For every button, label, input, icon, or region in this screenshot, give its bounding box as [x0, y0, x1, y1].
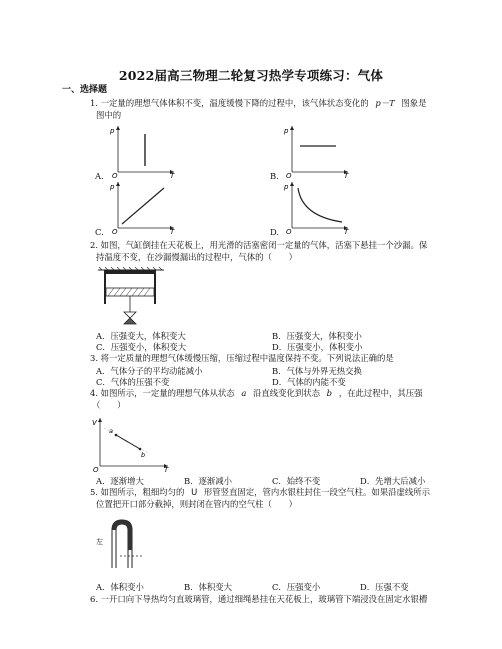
q4-t-label: T: [164, 466, 169, 472]
q2-line2: 持温度不变，在沙漏慢漏出的过程中，气体的（ ）: [96, 252, 297, 262]
q4-a-point-label: a: [109, 427, 113, 435]
q4-line2: （ ）: [92, 400, 126, 410]
q2-option-c[interactable]: C．压强变小，体积变大: [96, 342, 187, 352]
q4-state-a: a: [241, 388, 247, 398]
q5-option-b[interactable]: B．体积变大: [184, 582, 233, 592]
q4-vt-graph: [92, 414, 172, 472]
q4-state-b: b: [326, 388, 333, 398]
q1-line1b: 图象是: [401, 98, 427, 108]
q2-option-b[interactable]: B．压强变大，体积变小: [272, 331, 362, 341]
q2-option-a[interactable]: A．压强变大，体积变大: [96, 331, 186, 341]
q5-left-label: 左: [96, 538, 103, 546]
q1a-p-label: p: [110, 127, 115, 135]
q1-graph-b: [282, 122, 352, 178]
q1-option-a[interactable]: A.: [95, 171, 104, 181]
q3-option-c[interactable]: C．气体的压强不变: [96, 377, 170, 387]
q1d-t-label: T: [344, 228, 349, 234]
q1-option-b[interactable]: B.: [270, 171, 279, 181]
q4-line1c: ，在此过程中，其压强: [338, 388, 423, 398]
q4-o-label: O: [93, 466, 99, 472]
q4-stem: [90, 388, 422, 399]
q4-v-label: V: [92, 419, 97, 427]
q1c-t-label: T: [170, 228, 175, 234]
q2-cylinder-figure: [96, 266, 166, 328]
q4-b-point-label: b: [141, 451, 146, 459]
q4-option-b[interactable]: B．逐渐减小: [184, 476, 233, 486]
q1d-o-label: O: [286, 228, 292, 234]
q1-stem: [90, 98, 426, 109]
q1c-p-label: p: [110, 183, 115, 191]
q3-option-b[interactable]: B．气体与外界无热交换: [272, 366, 362, 376]
q1-graph-d: [282, 178, 352, 234]
q4-line1b: 沿直线变化到状态: [253, 388, 320, 398]
q1-option-d[interactable]: D.: [270, 227, 280, 237]
q1-pt-label: p－T: [375, 98, 395, 108]
q5-option-d[interactable]: D．压强不变: [360, 582, 409, 592]
page-title: 2022届高三物理二轮复习热学专项练习：气体: [118, 68, 384, 83]
q1a-t-label: T: [170, 172, 175, 178]
q1b-p-label: p: [284, 127, 289, 135]
q1-graph-c: [108, 178, 178, 234]
q1-line2: 图中的: [96, 110, 122, 120]
q1-line1: 1. 一定量的理想气体体积不变，温度缓慢下降的过程中，该气体状态变化的: [90, 98, 369, 108]
q6-line1: 6. 一开口向下导热均匀直玻璃管，通过细绳悬挂在天花板上，玻璃管下端浸没在固定水银槽: [90, 594, 428, 604]
q3-option-d[interactable]: D．气体的内能不变: [272, 377, 346, 387]
q4-option-c[interactable]: C．始终不变: [272, 476, 321, 486]
q1b-o-label: O: [286, 172, 292, 178]
q4-line1a: 4. 如图所示，一定量的理想气体从状态: [90, 388, 235, 398]
q3-line1: 3. 将一定质量的理想气体缓慢压缩，压缩过程中温度保持不变。下列说法正确的是: [90, 353, 394, 363]
q5-u-label: U: [191, 487, 198, 497]
q5-line1b: 形管竖直固定，管内水银柱封住一段空气柱。如果沿虚线所示: [203, 487, 431, 497]
q2-line1: 2. 如图，气缸倒挂在天花板上，用光滑的活塞密闭一定量的气体，活塞下悬挂一个沙漏。保: [90, 240, 428, 250]
q1a-o-label: O: [112, 172, 118, 178]
q1b-t-label: T: [344, 172, 349, 178]
section-heading: 一、选择题: [62, 85, 108, 95]
q5-line2: 位置把开口部分截掉，则封闭在管内的空气柱（ ）: [96, 499, 297, 509]
q4-option-a[interactable]: A．逐渐增大: [96, 476, 144, 486]
q1-graph-a: [108, 122, 178, 178]
q1d-p-label: p: [284, 183, 289, 191]
q1-option-c[interactable]: C.: [95, 227, 104, 237]
q1c-o-label: O: [112, 228, 118, 234]
q5-u-tube-figure: [96, 514, 156, 574]
q3-option-a[interactable]: A．气体分子的平均动能减小: [96, 366, 203, 376]
q5-option-a[interactable]: A．体积变小: [96, 582, 144, 592]
q4-option-d[interactable]: D．先增大后减小: [360, 476, 426, 486]
q5-stem: [90, 487, 430, 498]
q5-line1a: 5. 如图所示，粗细均匀的: [90, 487, 185, 497]
q2-option-d[interactable]: D．压强变小，体积变小: [272, 342, 363, 352]
q5-option-c[interactable]: C．压强变小: [272, 582, 321, 592]
